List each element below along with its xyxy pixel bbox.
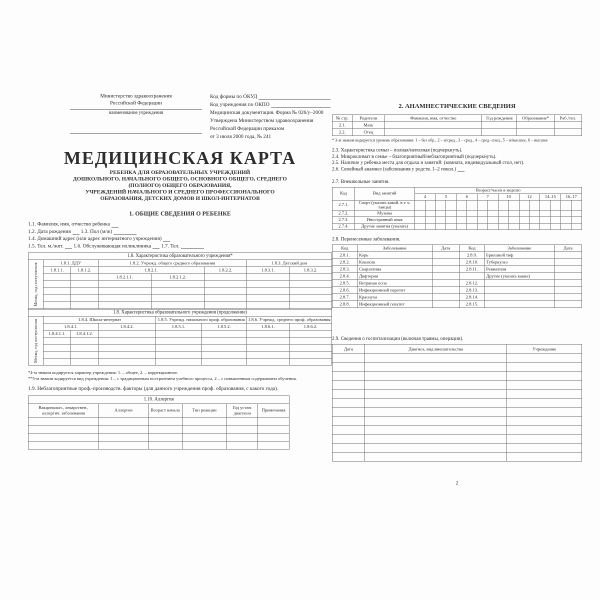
clinic-blank [153, 249, 160, 250]
footnote-institution-kind: **5-м знаком кодируется вид учреждения: 1 – с традиционным построением учебного процесса, 2 – с повышенным содержанием обучения. [28, 375, 297, 381]
col-institution: Учреждение [507, 344, 582, 353]
row-mother: 2.1. Мать [332, 122, 582, 129]
address-blank [163, 241, 170, 242]
empty-row [332, 425, 582, 434]
section-2-heading: 2. АНАМНЕСТИЧЕСКИЕ СВЕДЕНИЯ [398, 102, 516, 110]
empty-row [28, 425, 289, 433]
empty-row [332, 389, 582, 398]
col-code: Код [332, 187, 354, 200]
disease-row: 2.8.8. Инфекционный гепатит 2.8.15. [332, 301, 582, 308]
sex-blank [114, 234, 137, 235]
table-1-8-title: 1.8. Характеристика образовательного учреждения* [28, 253, 332, 260]
empty-row [28, 441, 289, 449]
col-allergen: Аллерген [99, 404, 149, 418]
col-code: Код [459, 245, 484, 252]
approved-line-2: Российской Федерации приказом [210, 126, 285, 132]
empty-row [332, 398, 582, 407]
ministry-line-2: Российской Федерации [110, 100, 162, 107]
approved-line-1: Утверждена Министерством здравоохранения [210, 118, 314, 124]
col-parents: Родители [352, 115, 384, 122]
table-1-8-institution: 1.8. Характеристика образовательного учреждения* Месяц, год поступления 1.8.1. ДДУ 1.8.2. Учрежд. общего среднего образования 1.8.3. Детский дом 1.8.1.1. 1.8.1.2. 1.8.2.1. 1.8.2.2. 1.8.3.1. 1.8.3.2. 1.8.2.1.1. 1.8.2.1.2. [28, 253, 332, 310]
okpo-code-line: Код учреждения по ОКПО [210, 102, 270, 108]
page-1 [28, 93, 332, 449]
home-phone-blank [65, 249, 72, 250]
field-adverse-factors: 1.9. Неблагоприятные проф.-производств. факторы (для данного учреждения проф. образования, с какого года). [28, 386, 279, 392]
disease-row: 2.8.4. Дифтерия Другие (указать какие) [332, 273, 582, 280]
child-name-blank [111, 227, 118, 228]
field-2-9-label: 2.9. Сведения о госпитализации (включая травмы, операции). [332, 335, 464, 342]
field-2-7-label: 2.7. Внешкольные занятия. [332, 179, 390, 185]
col-vaccine-allergy: Вакцинальн., лекарствен., аллергич. заболевания [28, 404, 98, 418]
empty-row [28, 281, 332, 288]
side-label-month-year: Месяц, год поступления [28, 260, 43, 309]
empty-row [332, 416, 582, 425]
general-info-fields [28, 221, 332, 250]
disease-row: 2.8.5. Ветряная оспа 2.8.12. [332, 280, 582, 287]
group-boarding-school: 1.8.4. Школа-интернат [43, 316, 155, 323]
empty-row [332, 362, 582, 371]
empty-row [28, 358, 332, 365]
row-foreign-language: 2.7.3. Иностранный язык [332, 217, 582, 224]
empty-row [332, 434, 582, 443]
empty-row [28, 433, 289, 441]
empty-row [332, 443, 582, 452]
row-other-activities: 2.7.4. Другие занятия (указать) [332, 223, 582, 230]
clinic-phone-blank [181, 249, 204, 250]
col-code: Код [332, 245, 357, 252]
field-family-anamnesis: 2.6. Семейный анамнез (заболевания у родств. 1–2 покол.) [332, 166, 457, 172]
ministry-block [70, 93, 202, 141]
empty-row [332, 407, 582, 416]
page-2 [332, 102, 582, 486]
col-birth-year: Год рождения [482, 115, 517, 122]
empty-row [28, 337, 332, 344]
side-label-month-year: Месяц, год поступления [28, 316, 43, 365]
col-diagnosis-year: Год устан. диагноза [227, 404, 258, 418]
col-disease: Заболевание [357, 245, 432, 252]
document-title: МЕДИЦИНСКАЯ КАРТА [63, 148, 297, 168]
col-onset-age: Возраст начала [148, 404, 182, 418]
okud-blank [259, 100, 331, 101]
field-2-8-label: 2.8. Перенесенные заболевания. [332, 236, 401, 243]
group-secondary-prof: 1.8.6. Учрежд. среднего проф. образования [248, 317, 331, 323]
empty-row [28, 302, 332, 309]
disease-row: 2.8.7. Краснуха 2.8.14. [332, 294, 582, 301]
anamnesis-fields [332, 148, 582, 173]
empty-row [28, 288, 332, 295]
empty-row [28, 351, 332, 358]
footnote-institution-type: *4-м знаком кодируется характер учреждения: 1. – общее, 2. – коррекционное. [28, 370, 179, 375]
col-work-phone: Раб./тел. [554, 115, 581, 122]
institution-name-caption: наименование учреждения [108, 110, 164, 116]
table-1-10-allergy [28, 395, 289, 449]
empty-row [28, 344, 332, 351]
col-reaction-type: Тип реакции [182, 404, 226, 418]
table-1-8-institution-continued: 1.8. Характеристика образовательного учреждения (продолжение) Месяц, год поступления 1.8.4. Школа-интернат 1.8.5. Учрежд. начального проф. образования 1.8.6. Учрежд. среднего проф. образования 1.8.4.1. 1.8.4.2. 1.8.5.1. 1.8.5.2. 1.8.6.1. 1.8.6.2. 1.8.4.1.1. 1.8.4.1.2. [28, 309, 332, 366]
footnote-education-codes: * 3-м знаком кодируется уровень образования: 1 – без обр., 2 – н/сред., 3 – сред., 4 – сред.-спец., 5 – н/высшее, 6 – высшее [332, 138, 548, 143]
table-2-9-hospitalization [332, 344, 582, 462]
empty-row [28, 417, 289, 425]
approved-line-3: от 3 июля 2000 года, № 241 [210, 134, 272, 140]
empty-row [332, 371, 582, 380]
col-disease: Заболевание [484, 245, 554, 252]
field-child-name: 1.1. Фамилия, имя, отчество ребенка [28, 221, 110, 227]
field-home-address: 1.4. Домашний адрес (или адрес интернатного учреждения) [28, 236, 162, 242]
table-2-8-diseases [332, 244, 582, 308]
family-anamnesis-blank [458, 171, 465, 172]
birthdate-blank [72, 234, 79, 235]
table-2-7-activities [332, 187, 582, 230]
group-primary-prof: 1.8.5. Учрежд. начального проф. образования [156, 316, 247, 323]
document-subtitle: РЕБЕНКА ДЛЯ ОБРАЗОВАТЕЛЬНЫХ УЧРЕЖДЕНИЙ ДОШКОЛЬНОГО, НАЧАЛЬНОГО ОБЩЕГО, ОСНОВНОГО ОБЩЕГО, СРЕДНЕГО (ПОЛНОГО) ОБЩЕГО ОБРАЗОВАНИЯ, УЧРЕЖДЕНИЙ НАЧАЛЬНОГО И СРЕДНЕГО ПРОФЕССИОНАЛЬНОГО ОБРАЗОВАНИЯ, ДЕТСКИХ ДОМОВ И ШКОЛ-ИНТЕРНАТОВ [73, 169, 287, 202]
table-1-8b-title: 1.8. Характеристика образовательного учреждения (продолжение) [28, 309, 332, 316]
table-parents [332, 115, 582, 137]
disease-row: 2.8.1. Корь 2.8.9. Брюшной тиф [332, 252, 582, 259]
col-row-number: № стр. [332, 115, 352, 122]
section-1-heading: 1. ОБЩИЕ СВЕДЕНИЯ О РЕБЕНКЕ [129, 210, 231, 217]
age-header-row: 4 5 6 7 10 12 14–15 16–17 [332, 194, 582, 201]
okud-code-line: Код формы по ОКУД [210, 94, 258, 100]
field-rest-place: 2.5. Наличие у ребенка места для отдыха и занятий: (комната, индивидуальный стол, нет). [332, 160, 525, 166]
col-date: Дата [554, 245, 581, 252]
form-header [28, 93, 332, 141]
doc-form-line: Медицинская документация. Форма № 026/у–2000 [210, 110, 324, 116]
field-birthdate-sex: 1.2. Дата рождения 1.3. Пол (м/ж) [28, 228, 113, 235]
col-date: Дата [432, 245, 459, 252]
empty-row [332, 353, 582, 362]
field-family-climate: 2.4. Микроклимат в семье – благоприятный/неблагоприятный (подчеркнуть). [332, 153, 497, 160]
institution-name-line-2 [70, 134, 202, 135]
disease-row: 2.8.3. Скарлатина 2.8.11. Ревматизм [332, 266, 582, 273]
group-secondary-school: 1.8.2. Учрежд. общего среднего образования [98, 260, 247, 267]
group-ddu: 1.8.1. ДДУ [43, 260, 98, 267]
empty-row [332, 452, 582, 461]
row-sport: 2.7.1. Спорт (указать какой, в т. ч. танцы) [332, 200, 582, 210]
group-orphanage: 1.8.3. Детский дом [247, 260, 332, 267]
col-diagnosis: Диагноз, вид вмешательства [365, 344, 507, 353]
col-notes: Примечания [258, 404, 289, 418]
empty-row [332, 380, 582, 389]
okpo-blank [271, 108, 330, 109]
row-music: 2.7.2. Музыка [332, 210, 582, 217]
ministry-line-1: Министерство здравоохранения [100, 93, 172, 99]
col-activity-type: Вид занятий [355, 187, 415, 200]
disease-row: 2.8.2. Коклюш 2.8.10. Туберкулез [332, 259, 582, 266]
empty-row [28, 295, 332, 302]
table-1-10-title: 1.10. Аллергия [28, 396, 289, 404]
page-number: 2 [455, 480, 459, 487]
col-education: Образование* [517, 115, 554, 122]
field-family-type: 2.3. Характеристика семьи – полная/неполная (подчеркнуть). [332, 147, 463, 153]
row-father: 2.2. Отец [332, 129, 582, 136]
col-date: Дата [332, 344, 364, 353]
disease-row: 2.8.6. Инфекционный паротит 2.8.13. [332, 287, 582, 294]
col-full-name: Фамилия, имя, отчество [385, 115, 482, 122]
field-phones-clinic: 1.5. Тел. м./жит. 1.6. Обслуживающая поликлиника 1.7. Тел. [28, 243, 180, 249]
col-age-hours: Возраст/часов в неделю [415, 187, 582, 194]
form-codes-block [210, 93, 332, 141]
